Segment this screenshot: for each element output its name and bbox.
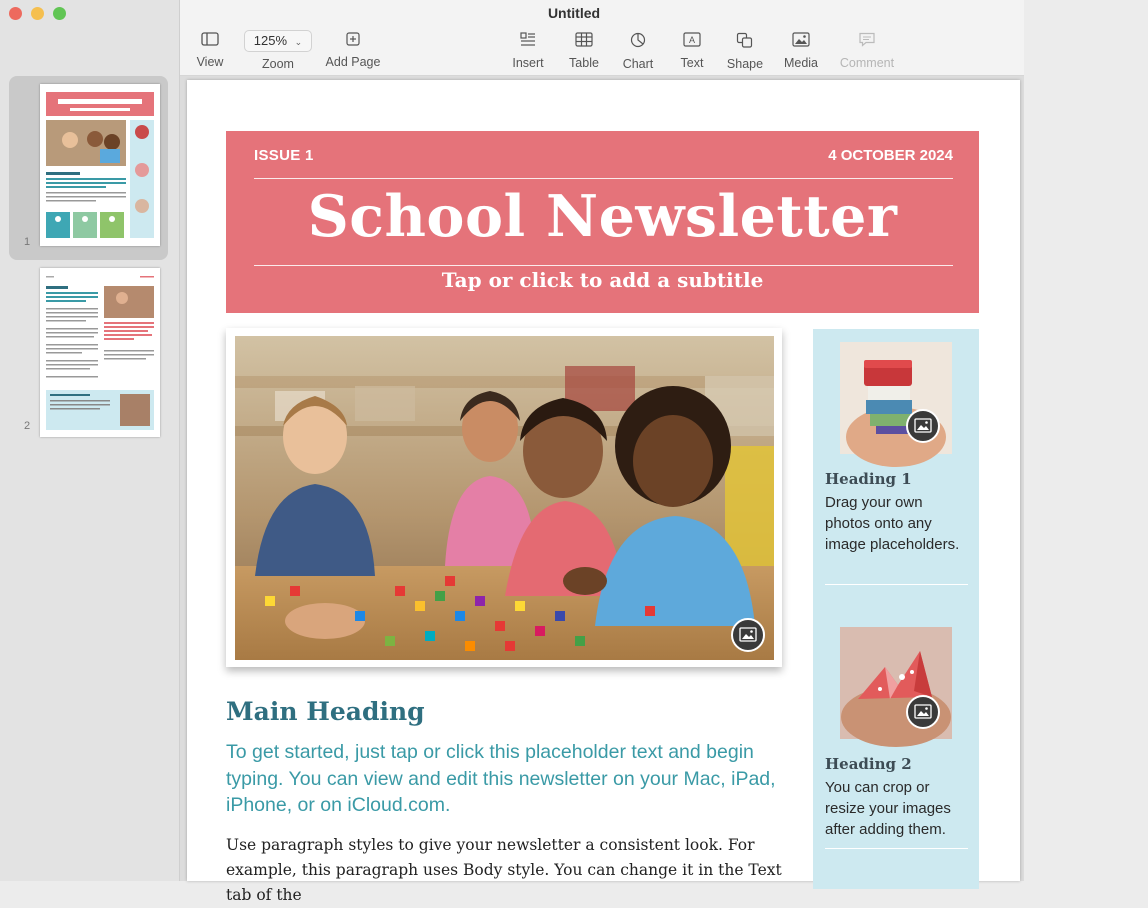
zoom-select[interactable] [244,30,312,52]
sidebar-view-icon [201,32,219,46]
issue-label[interactable]: ISSUE 1 [254,147,314,164]
newsletter-subtitle[interactable]: Tap or click to add a subtitle [441,268,764,292]
main-photo-placeholder[interactable] [235,336,774,660]
svg-text:A: A [688,35,696,45]
add-page-label: Add Page [325,55,381,69]
media-button[interactable] [766,30,836,74]
banner-rule-top [254,178,953,179]
banner-rule-bottom [254,265,953,266]
newsletter-title[interactable]: School Newsletter [307,183,898,250]
replace-image-button[interactable] [731,618,765,652]
sidebar-divider-2 [825,848,968,849]
sidebar-text-1[interactable]: Drag your own photos onto any image placeholders. [825,494,960,553]
shape-icon [736,32,754,48]
issue-date[interactable]: 4 OCTOBER 2024 [828,147,953,164]
text-box-icon [683,32,701,47]
image-icon [914,704,932,719]
sidebar-divider-1 [825,584,968,585]
insert-label: Insert [512,56,544,70]
close-window-button[interactable] [9,7,22,20]
toolbar [180,0,1024,76]
zoom-label: Zoom [262,57,294,71]
page-thumbnail-1[interactable] [40,84,160,246]
lead-paragraph[interactable]: To get started, just tap or click this placeholder text and begin typing. You can view and edit this newsletter on your Mac, iPad, iPhone, or on iCloud.com. [226,741,776,816]
document-title: Untitled [547,5,601,21]
page-number-1: 1 [24,236,31,248]
add-page-button[interactable] [318,30,388,74]
insert-icon [519,32,537,47]
minimize-window-button[interactable] [31,7,44,20]
photo-icon [792,32,810,47]
view-button[interactable] [175,30,245,74]
text-label: Text [680,56,704,70]
sidebar-heading-2[interactable]: Heading 2 [825,755,912,773]
zoom-window-button[interactable] [53,7,66,20]
image-icon [739,627,757,642]
chart-label: Chart [622,57,654,71]
replace-image-2-button[interactable] [906,695,940,729]
add-page-icon [346,32,360,46]
chevron-down-icon: ⌄ [294,37,303,47]
title-banner[interactable] [226,131,979,313]
table-label: Table [569,56,599,70]
comment-icon [858,32,876,47]
view-label: View [196,55,224,69]
image-icon [914,418,932,433]
page-thumbnail-sidebar [0,0,180,881]
zoom-value: 125% [253,33,288,48]
chart-pie-icon [630,32,646,48]
body-paragraph[interactable]: Use paragraph styles to give your newsletter a consistent look. For example, this paragraph uses Body style. You can change it in the Text tab of the [226,836,782,904]
comment-button[interactable] [832,30,902,74]
sidebar-text-2[interactable]: You can crop or resize your images after adding them. [825,779,951,838]
table-icon [575,32,593,47]
media-label: Media [783,56,819,70]
page-number-2: 2 [24,420,31,432]
page-thumbnail-2[interactable] [40,268,160,437]
sidebar-heading-1[interactable]: Heading 1 [825,470,912,488]
comment-label: Comment [839,56,895,70]
main-heading[interactable]: Main Heading [226,697,425,726]
replace-image-1-button[interactable] [906,409,940,443]
shape-label: Shape [726,57,764,71]
